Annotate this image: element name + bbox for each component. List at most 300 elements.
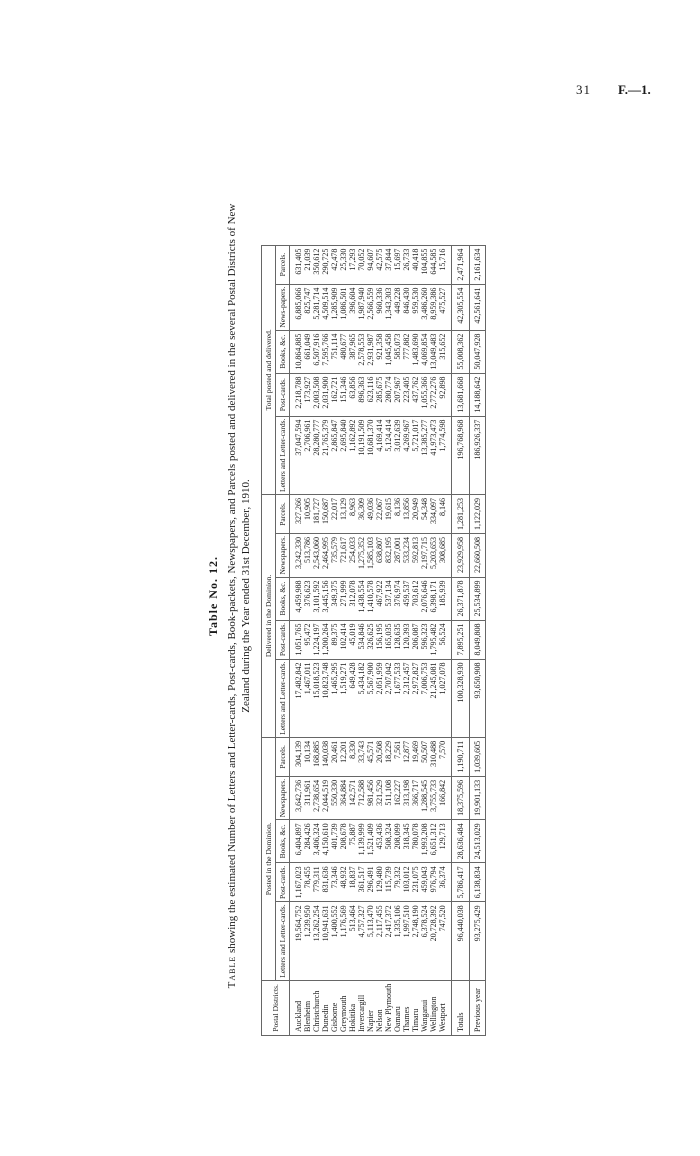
district-name: Timaru [411,980,420,1035]
table-cell: 2,695,840 [339,416,348,494]
table-cell: 4,269,967 [402,416,411,494]
table-cell: 254,033 [348,533,357,577]
table-cell: 10,134 [303,737,312,776]
table-cell: 779,311 [312,863,321,902]
table-cell: 8,049,808 [470,620,486,659]
table-cell: 284,426 [303,820,312,863]
table-cell: 48,932 [339,863,348,902]
total-group-header: Total posted and delivered. [262,245,276,494]
table-cell: 1,335,106 [393,902,402,980]
table-cell: 3,642,736 [290,776,304,820]
table-cell: 10,905 [303,494,312,533]
table-cell: 1,055,366 [420,373,429,416]
table-cell: 4,169,414 [375,416,384,494]
col-header: Letters and Letter-cards. [276,659,290,737]
col-header: Parcels. [276,494,290,533]
table-cell: 661,049 [303,330,312,373]
table-row [330,245,339,1035]
table-cell: 18,375,596 [452,776,470,820]
table-cell: 6,378,524 [420,902,429,980]
table-cell: 8,330 [348,737,357,776]
table-cell: 129,713 [438,820,452,863]
table-cell: 1,438,554 [357,577,366,620]
table-cell: 6,651,312 [429,820,438,863]
table-cell: 50,507 [420,737,429,776]
table-cell: 1,993,208 [420,820,429,863]
table-cell: 1,122,029 [470,494,486,533]
table-cell: 42,575 [375,245,384,284]
district-name: Nelson [375,980,384,1035]
table-cell: 28,636,484 [452,820,470,863]
table-cell: 1,400,552 [330,902,339,980]
table-cell: 13,681,668 [452,373,470,416]
table-cell: 8,146 [438,494,452,533]
table-cell: 19,615 [384,494,393,533]
table-cell: 24,513,029 [470,820,486,863]
table-cell: 1,410,578 [366,577,375,620]
table-cell: 22,017 [330,494,339,533]
table-cell: 41,973,473 [429,416,438,494]
table-cell: 437,762 [411,373,420,416]
table-cell: 2,772,276 [429,373,438,416]
table-cell: 2,707,042 [384,659,393,737]
table-cell: 2,312,457 [402,659,411,737]
table-cell: 1,519,271 [339,659,348,737]
col-header: Books, &c. [276,577,290,620]
table-cell: 162,227 [393,776,402,820]
col-header: Post-cards. [276,620,290,659]
table-cell: 2,578,553 [357,330,366,373]
table-cell: 13,385,277 [420,416,429,494]
table-cell: 6,507,916 [312,330,321,373]
table-cell: 2,706,961 [303,416,312,494]
table-cell: 1,275,352 [357,533,366,577]
table-cell: 208,678 [339,820,348,863]
table-cell: 6,138,834 [470,863,486,902]
table-cell: 2,051,959 [375,659,384,737]
table-title: Table No. 12. [206,556,220,636]
table-cell: 18,837 [348,863,357,902]
table-cell: 2,031,900 [321,373,330,416]
table-cell: 75,887 [348,820,357,863]
table-cell: 280,774 [384,373,393,416]
table-cell: 166,842 [438,776,452,820]
table-cell: 467,922 [375,577,384,620]
col-header: Newspapers. [276,533,290,577]
table-cell: 162,721 [330,373,339,416]
table-cell: 376,623 [303,577,312,620]
table-row [321,245,330,1035]
postal-statistics-table [261,245,486,1036]
table-cell: 2,566,559 [366,284,375,330]
table-cell: 21,039 [303,245,312,284]
table-cell: 1,997,510 [402,902,411,980]
table-cell: 13,856 [402,494,411,533]
table-cell: 70,052 [357,245,366,284]
table-cell: 896,363 [357,373,366,416]
table-cell: 644,585 [429,245,438,284]
table-cell: 20,949 [411,494,420,533]
table-cell: 25,534,899 [470,577,486,620]
table-cell: 37,047,594 [290,416,304,494]
table-cell: 19,901,133 [470,776,486,820]
table-cell: 1,774,598 [438,416,452,494]
table-cell: 308,685 [438,533,452,577]
table-cell: 285,675 [375,373,384,416]
table-cell: 36,309 [357,494,366,533]
table-cell: 449,228 [393,284,402,330]
table-cell: 313,198 [402,776,411,820]
table-cell: 5,721,017 [411,416,420,494]
table-cell: 312,078 [348,577,357,620]
table-cell: 747,520 [438,902,452,980]
table-cell: 92,898 [438,373,452,416]
table-row [429,245,438,1035]
table-cell: 42,478 [330,245,339,284]
table-cell: 1,167,023 [290,863,304,902]
table-cell: 8,959,386 [429,284,438,330]
table-cell: 13,049,483 [429,330,438,373]
table-cell: 26,733 [402,245,411,284]
table-cell: 37,844 [384,245,393,284]
table-cell: 2,931,987 [366,330,375,373]
district-name: Gisborne [330,980,339,1035]
table-cell: 1,465,295 [330,659,339,737]
table-cell: 208,099 [393,820,402,863]
table-cell: 2,197,715 [420,533,429,577]
table-cell: 13,129 [339,494,348,533]
table-cell: 10,864,885 [290,330,304,373]
table-cell: 73,346 [330,863,339,902]
table-cell: 104,855 [420,245,429,284]
table-cell: 7,006,753 [420,659,429,737]
table-cell: 150,687 [321,494,330,533]
table-cell: 2,218,788 [290,373,304,416]
table-row [393,245,402,1035]
table-cell: 4,069,854 [420,330,429,373]
table-cell: 10,681,370 [366,416,375,494]
table-cell: 10,191,509 [357,416,366,494]
table-cell: 364,884 [339,776,348,820]
district-name: Blenheim [303,980,312,1035]
table-cell: 49,036 [366,494,375,533]
table-cell: 20,728,392 [429,902,438,980]
table-cell: 96,440,038 [452,902,470,980]
table-cell: 40,418 [411,245,420,284]
previous-year-row [470,245,486,1035]
table-cell: 89,375 [330,620,339,659]
table-cell: 4,150,610 [321,820,330,863]
table-cell: 1,285,909 [330,284,339,330]
table-cell: 310,488 [429,737,438,776]
table-cell: 185,939 [438,577,452,620]
table-cell: 4,459,988 [290,577,304,620]
table-cell: 93,275,429 [470,902,486,980]
table-cell: 1,139,999 [357,820,366,863]
table-cell: 401,739 [330,820,339,863]
district-name: Westport [438,980,452,1035]
table-row [438,245,452,1035]
table-cell: 17,293 [348,245,357,284]
table-cell: 7,570 [438,737,452,776]
table-cell: 186,926,337 [470,416,486,494]
table-cell: 7,561 [393,737,402,776]
table-cell: 33,743 [357,737,366,776]
table-cell: 19,469 [411,737,420,776]
table-cell: 7,895,251 [452,620,470,659]
table-cell: 311,961 [303,776,312,820]
table-cell: 94,607 [366,245,375,284]
table-cell: 960,336 [375,284,384,330]
table-cell: 832,195 [384,533,393,577]
col-header: Post-cards. [276,373,290,416]
col-header: Letters and Letter-cards. [276,416,290,494]
table-cell: 3,242,330 [290,533,304,577]
table-cell: 976,794 [429,863,438,902]
table-cell: 8,136 [393,494,402,533]
table-cell: 361,517 [357,863,366,902]
table-cell: 5,203,653 [429,533,438,577]
table-cell: 777,882 [402,330,411,373]
table-cell: 50,047,928 [470,330,486,373]
table-cell: 15,018,523 [312,659,321,737]
table-cell: 15,697 [393,245,402,284]
table-cell: 42,561,641 [470,284,486,330]
table-cell: 751,114 [330,330,339,373]
table-cell: 2,161,634 [470,245,486,284]
table-cell: 19,564,752 [290,902,304,980]
table-cell: 1,027,078 [438,659,452,737]
table-cell: 1,987,940 [357,284,366,330]
table-cell: 638,807 [375,533,384,577]
table-cell: 1,288,545 [420,776,429,820]
table-cell: 1,239,950 [303,902,312,980]
table-cell: 1,051,765 [290,620,304,659]
table-cell: 831,636 [321,863,330,902]
table-cell: 6,885,066 [290,284,304,330]
col-header: Parcels. [276,737,290,776]
table-cell: 287,001 [393,533,402,577]
table-row [348,245,357,1035]
district-name: Wellington [429,980,438,1035]
table-body [290,245,486,1035]
table-cell: 396,604 [348,284,357,330]
table-cell: 115,739 [384,863,393,902]
table-cell: 168,885 [312,737,321,776]
table-cell: 45,019 [348,620,357,659]
table-cell: 10,823,748 [321,659,330,737]
table-cell: 318,345 [402,820,411,863]
table-cell: 10,941,631 [321,902,330,980]
table-caption [225,196,253,996]
table-cell: 2,738,654 [312,776,321,820]
table-cell: 480,677 [339,330,348,373]
caption-lead: Table [226,955,238,989]
col-header: Parcels. [276,245,290,284]
table-cell: 63,856 [348,373,357,416]
table-cell: 2,003,508 [312,373,321,416]
table-cell: 13,262,254 [312,902,321,980]
table-cell: 533,234 [402,533,411,577]
rotated-table-sheet [200,156,700,1036]
table-cell: 1,224,197 [312,620,321,659]
col-header: News-papers. [276,284,290,330]
table-cell: 315,652 [438,330,452,373]
table-cell: 508,324 [384,820,393,863]
table-cell: 1,467,011 [303,659,312,737]
table-row [357,245,366,1035]
table-cell: 79,332 [393,863,402,902]
table-cell: 1,281,253 [452,494,470,533]
table-cell: 387,965 [348,330,357,373]
table-cell: 151,346 [339,373,348,416]
table-cell: 596,323 [420,620,429,659]
table-cell: 1,045,458 [384,330,393,373]
table-cell: 735,579 [330,533,339,577]
table-cell: 1,190,711 [452,737,470,776]
table-cell: 376,974 [393,577,402,620]
table-cell: 103,012 [402,863,411,902]
table-cell: 1,483,690 [411,330,420,373]
table-cell: 129,480 [375,863,384,902]
table-row [339,245,348,1035]
table-cell: 712,588 [357,776,366,820]
table-cell: 592,813 [411,533,420,577]
table-cell: 23,929,958 [452,533,470,577]
table-cell: 21,765,379 [321,416,330,494]
table-cell: 22,067 [375,494,384,533]
table-cell: 142,571 [348,776,357,820]
table-cell: 459,537 [402,577,411,620]
table-cell: 156,195 [375,620,384,659]
table-cell: 5,567,900 [366,659,375,737]
table-cell: 6,404,897 [290,820,304,863]
table-cell: 5,124,414 [384,416,393,494]
table-cell: 1,086,501 [339,284,348,330]
table-cell: 3,406,324 [312,820,321,863]
table-cell: 165,035 [384,620,393,659]
caption-text: showing the estimated Number of Letters and Letter-cards, Post-cards, Book-packets, Newspapers, and Parcels posted and delivered in the several Postal Districts of New Zealand during the Year ended 31st December, 1910. [226,203,252,954]
table-row [411,245,420,1035]
table-cell: 321,529 [375,776,384,820]
table-cell: 537,134 [384,577,393,620]
totals-row [452,245,470,1035]
table-cell: 2,471,964 [452,245,470,284]
district-name: Christchurch [312,980,321,1035]
table-cell: 140,038 [321,737,330,776]
table-cell: 15,716 [438,245,452,284]
table-cell: 173,927 [303,373,312,416]
table-cell: 4,509,514 [321,284,330,330]
table-cell: 25,330 [339,245,348,284]
table-cell: 28,280,777 [312,416,321,494]
delivered-group-header: Delivered in the Dominion. [262,494,276,737]
table-cell: 55,008,362 [452,330,470,373]
col-header: Post-cards. [276,863,290,902]
table-cell: 511,108 [384,776,393,820]
table-cell: 206,087 [411,620,420,659]
table-cell: 366,717 [411,776,420,820]
table-cell: 513,786 [303,533,312,577]
table-cell: 349,375 [330,577,339,620]
table-cell: 100,328,930 [452,659,470,737]
district-name: Dunedin [321,980,330,1035]
table-cell: 585,073 [393,330,402,373]
table-cell: 196,768,968 [452,416,470,494]
table-cell: 334,097 [429,494,438,533]
table-row [303,245,312,1035]
district-name: Greymouth [339,980,348,1035]
table-cell: 56,524 [438,620,452,659]
table-cell: 1,162,892 [348,416,357,494]
district-name: Thames [402,980,411,1035]
table-cell: 1,176,569 [339,902,348,980]
table-cell: 54,348 [420,494,429,533]
table-cell: 1,039,605 [470,737,486,776]
table-cell: 102,414 [339,620,348,659]
table-cell: 350,612 [312,245,321,284]
table-cell: 18,229 [384,737,393,776]
district-name: Auckland [290,980,304,1035]
table-cell: 326,625 [366,620,375,659]
district-name: Hokitika [348,980,357,1035]
table-cell: 6,398,171 [429,577,438,620]
col-header: Newspapers. [276,776,290,820]
table-cell: 1,677,533 [393,659,402,737]
table-cell: 17,482,842 [290,659,304,737]
table-cell: 223,405 [402,373,411,416]
table-cell: 2,044,519 [321,776,330,820]
table-cell: 12,877 [402,737,411,776]
table-cell: 780,078 [411,820,420,863]
table-cell: 271,999 [339,577,348,620]
table-cell: 921,358 [375,330,384,373]
table-cell: 95,472 [303,620,312,659]
col-header: Letters and Letter-cards. [276,902,290,980]
table-cell: 1,795,482 [429,620,438,659]
table-cell: 513,464 [348,902,357,980]
table-cell: 327,266 [290,494,304,533]
table-cell: 981,456 [366,776,375,820]
table-row [375,245,384,1035]
table-cell: 846,430 [402,284,411,330]
table-cell: 42,305,554 [452,284,470,330]
table-cell: 825,747 [303,284,312,330]
district-name: Wanganui [420,980,429,1035]
district-name: New Plymouth [384,980,393,1035]
table-cell: 2,076,646 [420,577,429,620]
table-cell: 475,527 [438,284,452,330]
table-row [402,245,411,1035]
table-cell: 7,595,766 [321,330,330,373]
table-row [312,245,321,1035]
col-header: Books, &c. [276,330,290,373]
table-cell: 649,428 [348,659,357,737]
district-name: Oamaru [393,980,402,1035]
table-cell: 207,967 [393,373,402,416]
table-cell: 459,043 [420,863,429,902]
table-cell: 623,116 [366,373,375,416]
table-cell: 181,727 [312,494,321,533]
table-cell: 26,371,878 [452,577,470,620]
table-cell: 5,434,182 [357,659,366,737]
table-cell: 128,635 [393,620,402,659]
table-cell: 22,660,508 [470,533,486,577]
table-cell: 1,343,303 [384,284,393,330]
posted-group-header: Posted in the Dominion. [262,737,276,980]
table-cell: 12,201 [339,737,348,776]
table-cell: 5,786,417 [452,863,470,902]
